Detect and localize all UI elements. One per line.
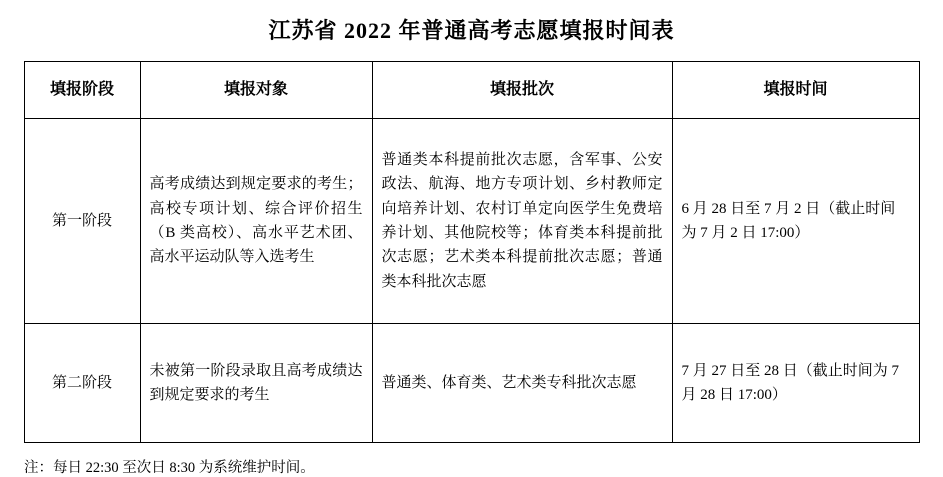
- voluntary-reporting-schedule-table: [24, 61, 920, 443]
- table-header-row: [24, 62, 919, 119]
- cell-batch: 普通类、体育类、艺术类专科批次志愿: [372, 324, 672, 443]
- cell-target: 高考成绩达到规定要求的考生；高校专项计划、综合评价招生（B 类高校）、高水平艺术团、高水平运动队等入选考生: [140, 119, 372, 324]
- table-row: [24, 119, 919, 324]
- cell-stage: 第一阶段: [24, 119, 140, 324]
- column-header-batch: 填报批次: [372, 62, 672, 119]
- cell-time: 6 月 28 日至 7 月 2 日（截止时间为 7 月 2 日 17:00）: [672, 119, 919, 324]
- cell-stage: 第二阶段: [24, 324, 140, 443]
- page-title: 江苏省 2022 年普通高考志愿填报时间表: [268, 18, 675, 43]
- cell-batch: 普通类本科提前批次志愿，含军事、公安政法、航海、地方专项计划、乡村教师定向培养计划、农村订单定向医学生免费培养计划、其他院校等；体育类本科提前批次志愿；艺术类本科提前批次志愿；普通类本科批次志愿: [372, 119, 672, 324]
- cell-time: 7 月 27 日至 28 日（截止时间为 7 月 28 日 17:00）: [672, 324, 919, 443]
- column-header-stage: 填报阶段: [24, 62, 140, 119]
- table-row: [24, 324, 919, 443]
- cell-target: 未被第一阶段录取且高考成绩达到规定要求的考生: [140, 324, 372, 443]
- footnote: 注：每日 22:30 至次日 8:30 为系统维护时间。: [24, 460, 315, 476]
- column-header-time: 填报时间: [672, 62, 919, 119]
- column-header-target: 填报对象: [140, 62, 372, 119]
